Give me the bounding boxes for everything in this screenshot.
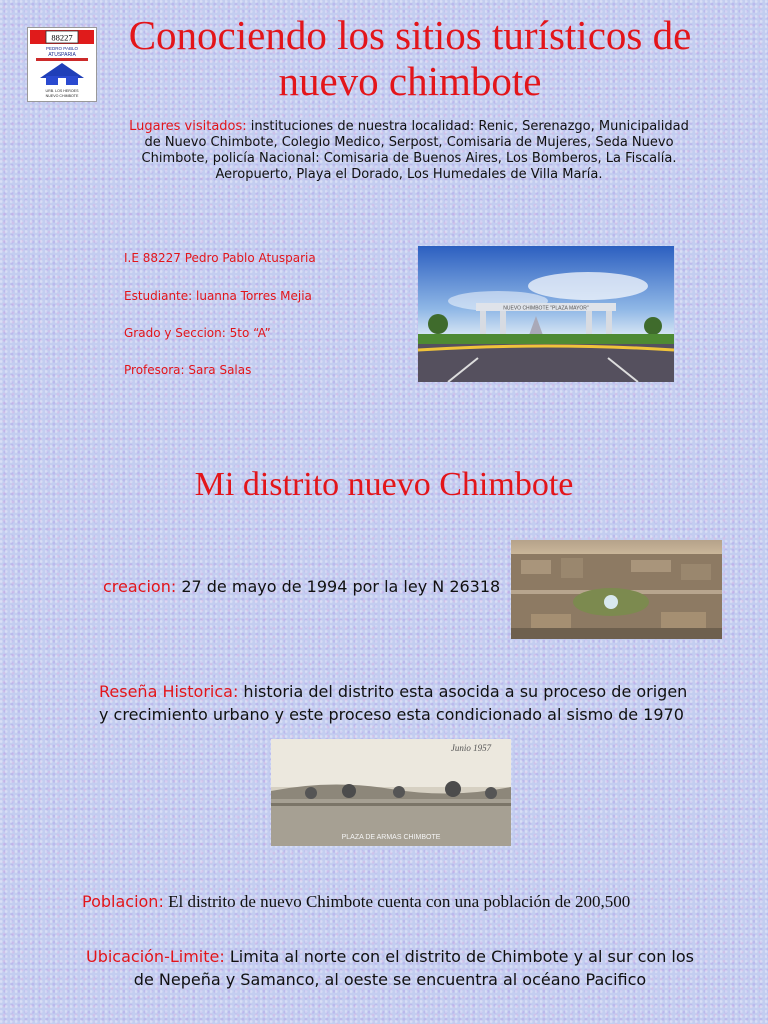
aerial-city-photo: [511, 540, 722, 639]
school-name: I.E 88227 Pedro Pablo Atusparia: [124, 251, 316, 265]
school-logo: [27, 27, 97, 102]
logo-number: 88227: [51, 32, 73, 43]
intro-text: instituciones de nuestra localidad: Renic, Serenazgo, Municipalidad de Nuevo Chimbote, Colegio Medico, Serpost, Comisaria de Mujeres, Seda Nuevo Chimbote, policía Nacional: Comisaria de Buenos Aires, Los Bomberos, La Fiscalía. Aeropuerto, Playa el Dorado, Los Humedales de Villa María.: [141, 119, 689, 182]
ubicacion-label: Ubicación-Limite:: [85, 947, 225, 966]
logo-caption-2: NUEVO CHIMBOTE: [45, 94, 79, 98]
grade-section: Grado y Seccion: 5to “A”: [124, 326, 271, 340]
plaza-sign: NUEVO CHIMBOTE "PLAZA MAYOR": [503, 305, 589, 312]
poblacion-label: Poblacion:: [82, 892, 164, 911]
plaza-mayor-photo: [418, 246, 674, 382]
intro-label: Lugares visitados:: [129, 119, 247, 134]
resena-paragraph: [99, 680, 699, 726]
student-name: Estudiante: luanna Torres Mejia: [124, 289, 312, 303]
page-title: Conociendo los sitios turísticos de nuevo chimbote: [128, 12, 692, 104]
teacher-name: Profesora: Sara Salas: [124, 363, 252, 377]
intro-paragraph: [124, 119, 694, 183]
creacion-line: [103, 575, 500, 598]
section-title: Mi distrito nuevo Chimbote: [194, 466, 574, 503]
ubicacion-paragraph: [80, 945, 700, 991]
photo-caption: PLAZA DE ARMAS CHIMBOTE: [341, 834, 441, 841]
creacion-label: creacion:: [103, 577, 177, 596]
poblacion-line: [82, 890, 630, 914]
school-crest-icon: [28, 28, 96, 101]
resena-text: historia del distrito esta asocida a su proceso de origen y crecimiento urbano y este proceso esta condicionado al sismo de 1970: [99, 682, 688, 724]
historic-plaza-photo: [271, 739, 511, 846]
ubicacion-text: Limita al norte con el distrito de Chimbote y al sur con los de Nepeña y Samanco, al oeste se encuentra al océano Pacifico: [133, 947, 694, 989]
photo-handwriting: Junio 1957: [450, 743, 492, 753]
logo-caption-1: URB. LOS HEROES: [45, 89, 79, 93]
creacion-text: 27 de mayo de 1994 por la ley N 26318: [176, 577, 501, 596]
logo-name-1: PEDRO PABLO: [46, 46, 78, 51]
logo-name-2: ATUSPARIA: [48, 52, 76, 58]
resena-label: Reseña Historica:: [99, 682, 239, 701]
poblacion-text: El distrito de nuevo Chimbote cuenta con una población de 200,500: [163, 892, 631, 911]
